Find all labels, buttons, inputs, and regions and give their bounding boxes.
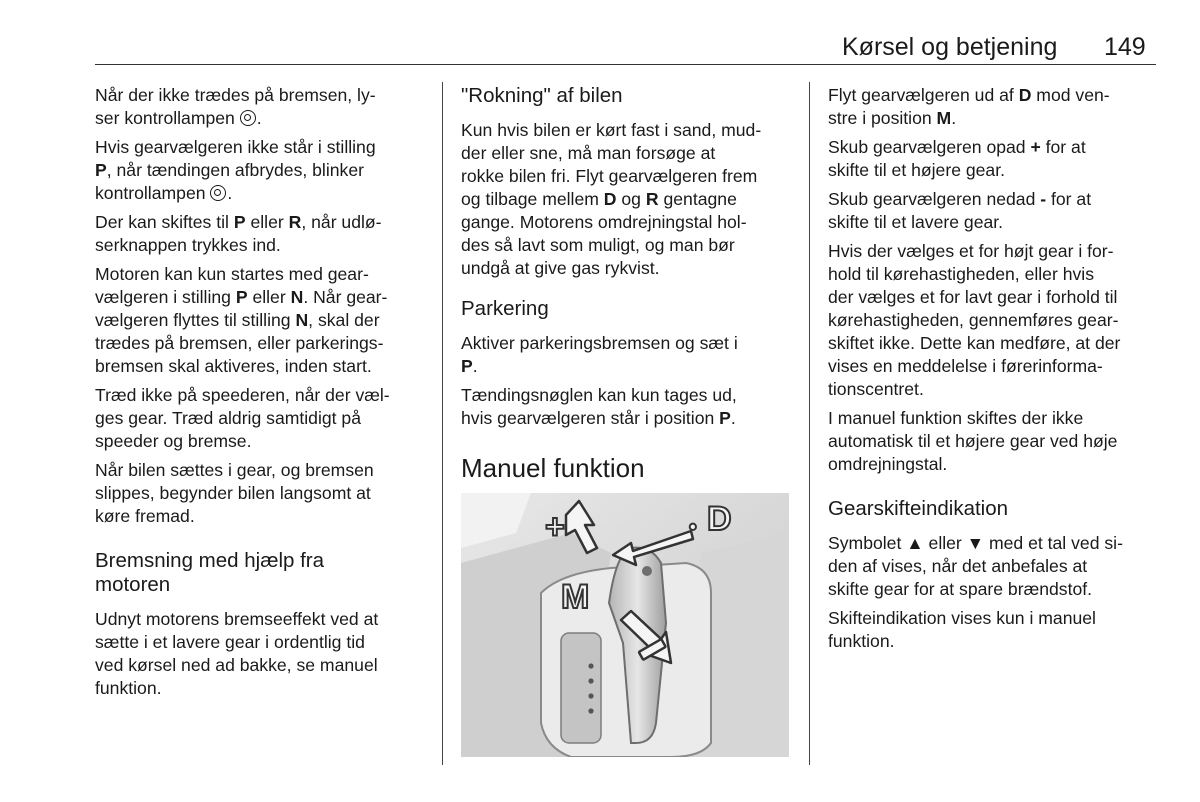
- text: slippes, begynder bilen langsomt at: [95, 483, 371, 503]
- text: sætte i et lavere gear i ordentlig tid: [95, 632, 365, 652]
- text: N: [295, 310, 309, 330]
- text: stre i position: [828, 108, 937, 128]
- paragraph: [828, 407, 1163, 476]
- text: , når tændingen afbrydes, blinker: [106, 160, 364, 180]
- text: der eller sne, må man forsøge at: [461, 143, 716, 163]
- text: P: [95, 160, 107, 180]
- text: Bremsning med hjælp fra: [95, 549, 325, 572]
- text: og tilbage mellem: [461, 189, 604, 209]
- text: .: [256, 108, 262, 128]
- column-3: [828, 84, 1163, 659]
- text: P: [719, 408, 731, 428]
- paragraph: [828, 136, 1163, 182]
- paragraph: [828, 84, 1163, 130]
- brake-indicator-icon: [240, 110, 256, 126]
- text: køre fremad.: [95, 506, 195, 526]
- paragraph: [95, 211, 425, 257]
- text: ser kontrollampen: [95, 108, 235, 128]
- text: for at: [1046, 189, 1092, 209]
- section-heading: Parkering: [461, 297, 549, 320]
- gate-dot: [588, 693, 593, 698]
- text: Kun hvis bilen er kørt fast i sand, mud-: [461, 120, 762, 140]
- paragraph: [828, 607, 1163, 653]
- header-rule: [95, 64, 1156, 65]
- text: der vælges et for lavt gear i forhold til: [828, 287, 1118, 307]
- text: Skub gearvælgeren nedad: [828, 189, 1041, 209]
- text: .: [951, 108, 957, 128]
- page-number: 149: [1104, 33, 1146, 61]
- text: Når bilen sættes i gear, og bremsen: [95, 460, 374, 480]
- paragraph: [95, 84, 425, 130]
- paragraph: [461, 332, 796, 378]
- paragraph: [461, 119, 796, 280]
- paragraph: [95, 608, 425, 700]
- text: hold til kørehastigheden, eller hvis: [828, 264, 1095, 284]
- text: .: [472, 356, 478, 376]
- text: skifte til et højere gear.: [828, 160, 1005, 180]
- text: automatisk til et højere gear ved høje: [828, 431, 1118, 451]
- text: +: [1030, 137, 1041, 157]
- section-heading: Gearskifteindikation: [828, 497, 1009, 520]
- figure-label-plus: +: [545, 508, 565, 546]
- text: , skal der: [308, 310, 380, 330]
- text: -: [1040, 189, 1047, 209]
- text: skiftet ikke. Dette kan medføre, at der: [828, 333, 1121, 353]
- text: Der kan skiftes til: [95, 212, 234, 232]
- text: D: [1018, 85, 1032, 105]
- gate-dot: [588, 663, 593, 668]
- paragraph: [95, 136, 425, 205]
- lever-button: [642, 566, 652, 576]
- text: den af vises, når det anbefales at: [828, 556, 1088, 576]
- text: Tændingsnøglen kan kun tages ud,: [461, 385, 737, 405]
- text: P: [235, 287, 248, 307]
- text: R: [288, 212, 302, 232]
- text: P: [461, 356, 473, 376]
- gate-dot: [588, 678, 593, 683]
- text: Når der ikke trædes på bremsen, ly-: [95, 85, 376, 105]
- text: Symbolet ▲ eller ▼ med et tal ved si-: [828, 533, 1123, 553]
- paragraph: [828, 240, 1163, 401]
- text: hvis gearvælgeren står i position: [461, 408, 720, 428]
- paragraph: [95, 384, 425, 453]
- paragraph: [95, 459, 425, 528]
- section-heading: "Rokning" af bilen: [461, 84, 623, 107]
- gear-selector-figure: [461, 493, 789, 757]
- text: D: [603, 189, 617, 209]
- text: undgå at give gas rykvist.: [461, 258, 660, 278]
- text: kontrollampen: [95, 183, 206, 203]
- text: trædes på bremsen, eller parkerings-: [95, 333, 384, 353]
- text: vises en meddelelse i førerinforma-: [828, 356, 1103, 376]
- chapter-title: Kørsel og betjening: [842, 33, 1058, 61]
- text: Skifteindikation vises kun i manuel: [828, 608, 1096, 628]
- shift-gate: [561, 633, 601, 743]
- text: funktion.: [95, 678, 162, 698]
- text: og: [616, 189, 646, 209]
- text: gentagne: [658, 189, 737, 209]
- brake-indicator-icon: [210, 185, 226, 201]
- gear-selector-illustration: [461, 493, 789, 757]
- text: Træd ikke på speederen, når der væl-: [95, 385, 390, 405]
- column-2: [461, 84, 796, 483]
- paragraph: [95, 263, 425, 378]
- text: motoren: [95, 573, 171, 596]
- text: des så lavt som muligt, og man bør: [461, 235, 735, 255]
- text: M: [936, 108, 952, 128]
- text: Hvis der vælges et for højt gear i for-: [828, 241, 1114, 261]
- column-divider-2: [809, 82, 810, 765]
- figure-label-m: M: [561, 578, 590, 616]
- paragraph: [828, 188, 1163, 234]
- text: Motoren kan kun startes med gear-: [95, 264, 369, 284]
- column-1: [95, 84, 425, 706]
- text: Udnyt motorens bremseeffekt ved at: [95, 609, 379, 629]
- text: Aktiver parkeringsbremsen og sæt i: [461, 333, 738, 353]
- figure-label-dot: •: [689, 514, 697, 539]
- text: funktion.: [828, 631, 895, 651]
- text: skifte gear for at spare brændstof.: [828, 579, 1093, 599]
- text: . Når gear-: [303, 287, 388, 307]
- text: vælgeren flyttes til stilling: [95, 310, 296, 330]
- text: skifte til et lavere gear.: [828, 212, 1004, 232]
- figure-label-d: D: [707, 500, 732, 538]
- text: mod ven-: [1031, 85, 1110, 105]
- text: I manuel funktion skiftes der ikke: [828, 408, 1084, 428]
- text: ved kørsel ned ad bakke, se manuel: [95, 655, 378, 675]
- gate-dot: [588, 708, 593, 713]
- text: for at: [1040, 137, 1086, 157]
- text: Flyt gearvælgeren ud af: [828, 85, 1019, 105]
- text: bremsen skal aktiveres, inden start.: [95, 356, 372, 376]
- text: N: [290, 287, 304, 307]
- text: eller: [247, 287, 291, 307]
- text: speeder og bremse.: [95, 431, 252, 451]
- text: Skub gearvælgeren opad: [828, 137, 1031, 157]
- paragraph: [461, 384, 796, 430]
- text: .: [730, 408, 736, 428]
- text: Hvis gearvælgeren ikke står i stilling: [95, 137, 376, 157]
- text: eller: [245, 212, 289, 232]
- text: tionscentret.: [828, 379, 924, 399]
- text: , når udlø-: [301, 212, 382, 232]
- text: vælgeren i stilling: [95, 287, 236, 307]
- chapter-heading: Manuel funktion: [461, 453, 645, 483]
- text: kørehastigheden, gennemføres gear-: [828, 310, 1119, 330]
- section-heading: [95, 549, 425, 597]
- text: rokke bilen fri. Flyt gearvælgeren frem: [461, 166, 758, 186]
- column-divider-1: [442, 82, 443, 765]
- text: .: [227, 183, 233, 203]
- text: omdrejningstal.: [828, 454, 948, 474]
- text: serknappen trykkes ind.: [95, 235, 281, 255]
- text: ges gear. Træd aldrig samtidigt på: [95, 408, 362, 428]
- text: R: [645, 189, 659, 209]
- text: P: [233, 212, 246, 232]
- text: gange. Motorens omdrejningstal hol-: [461, 212, 747, 232]
- paragraph: [828, 532, 1163, 601]
